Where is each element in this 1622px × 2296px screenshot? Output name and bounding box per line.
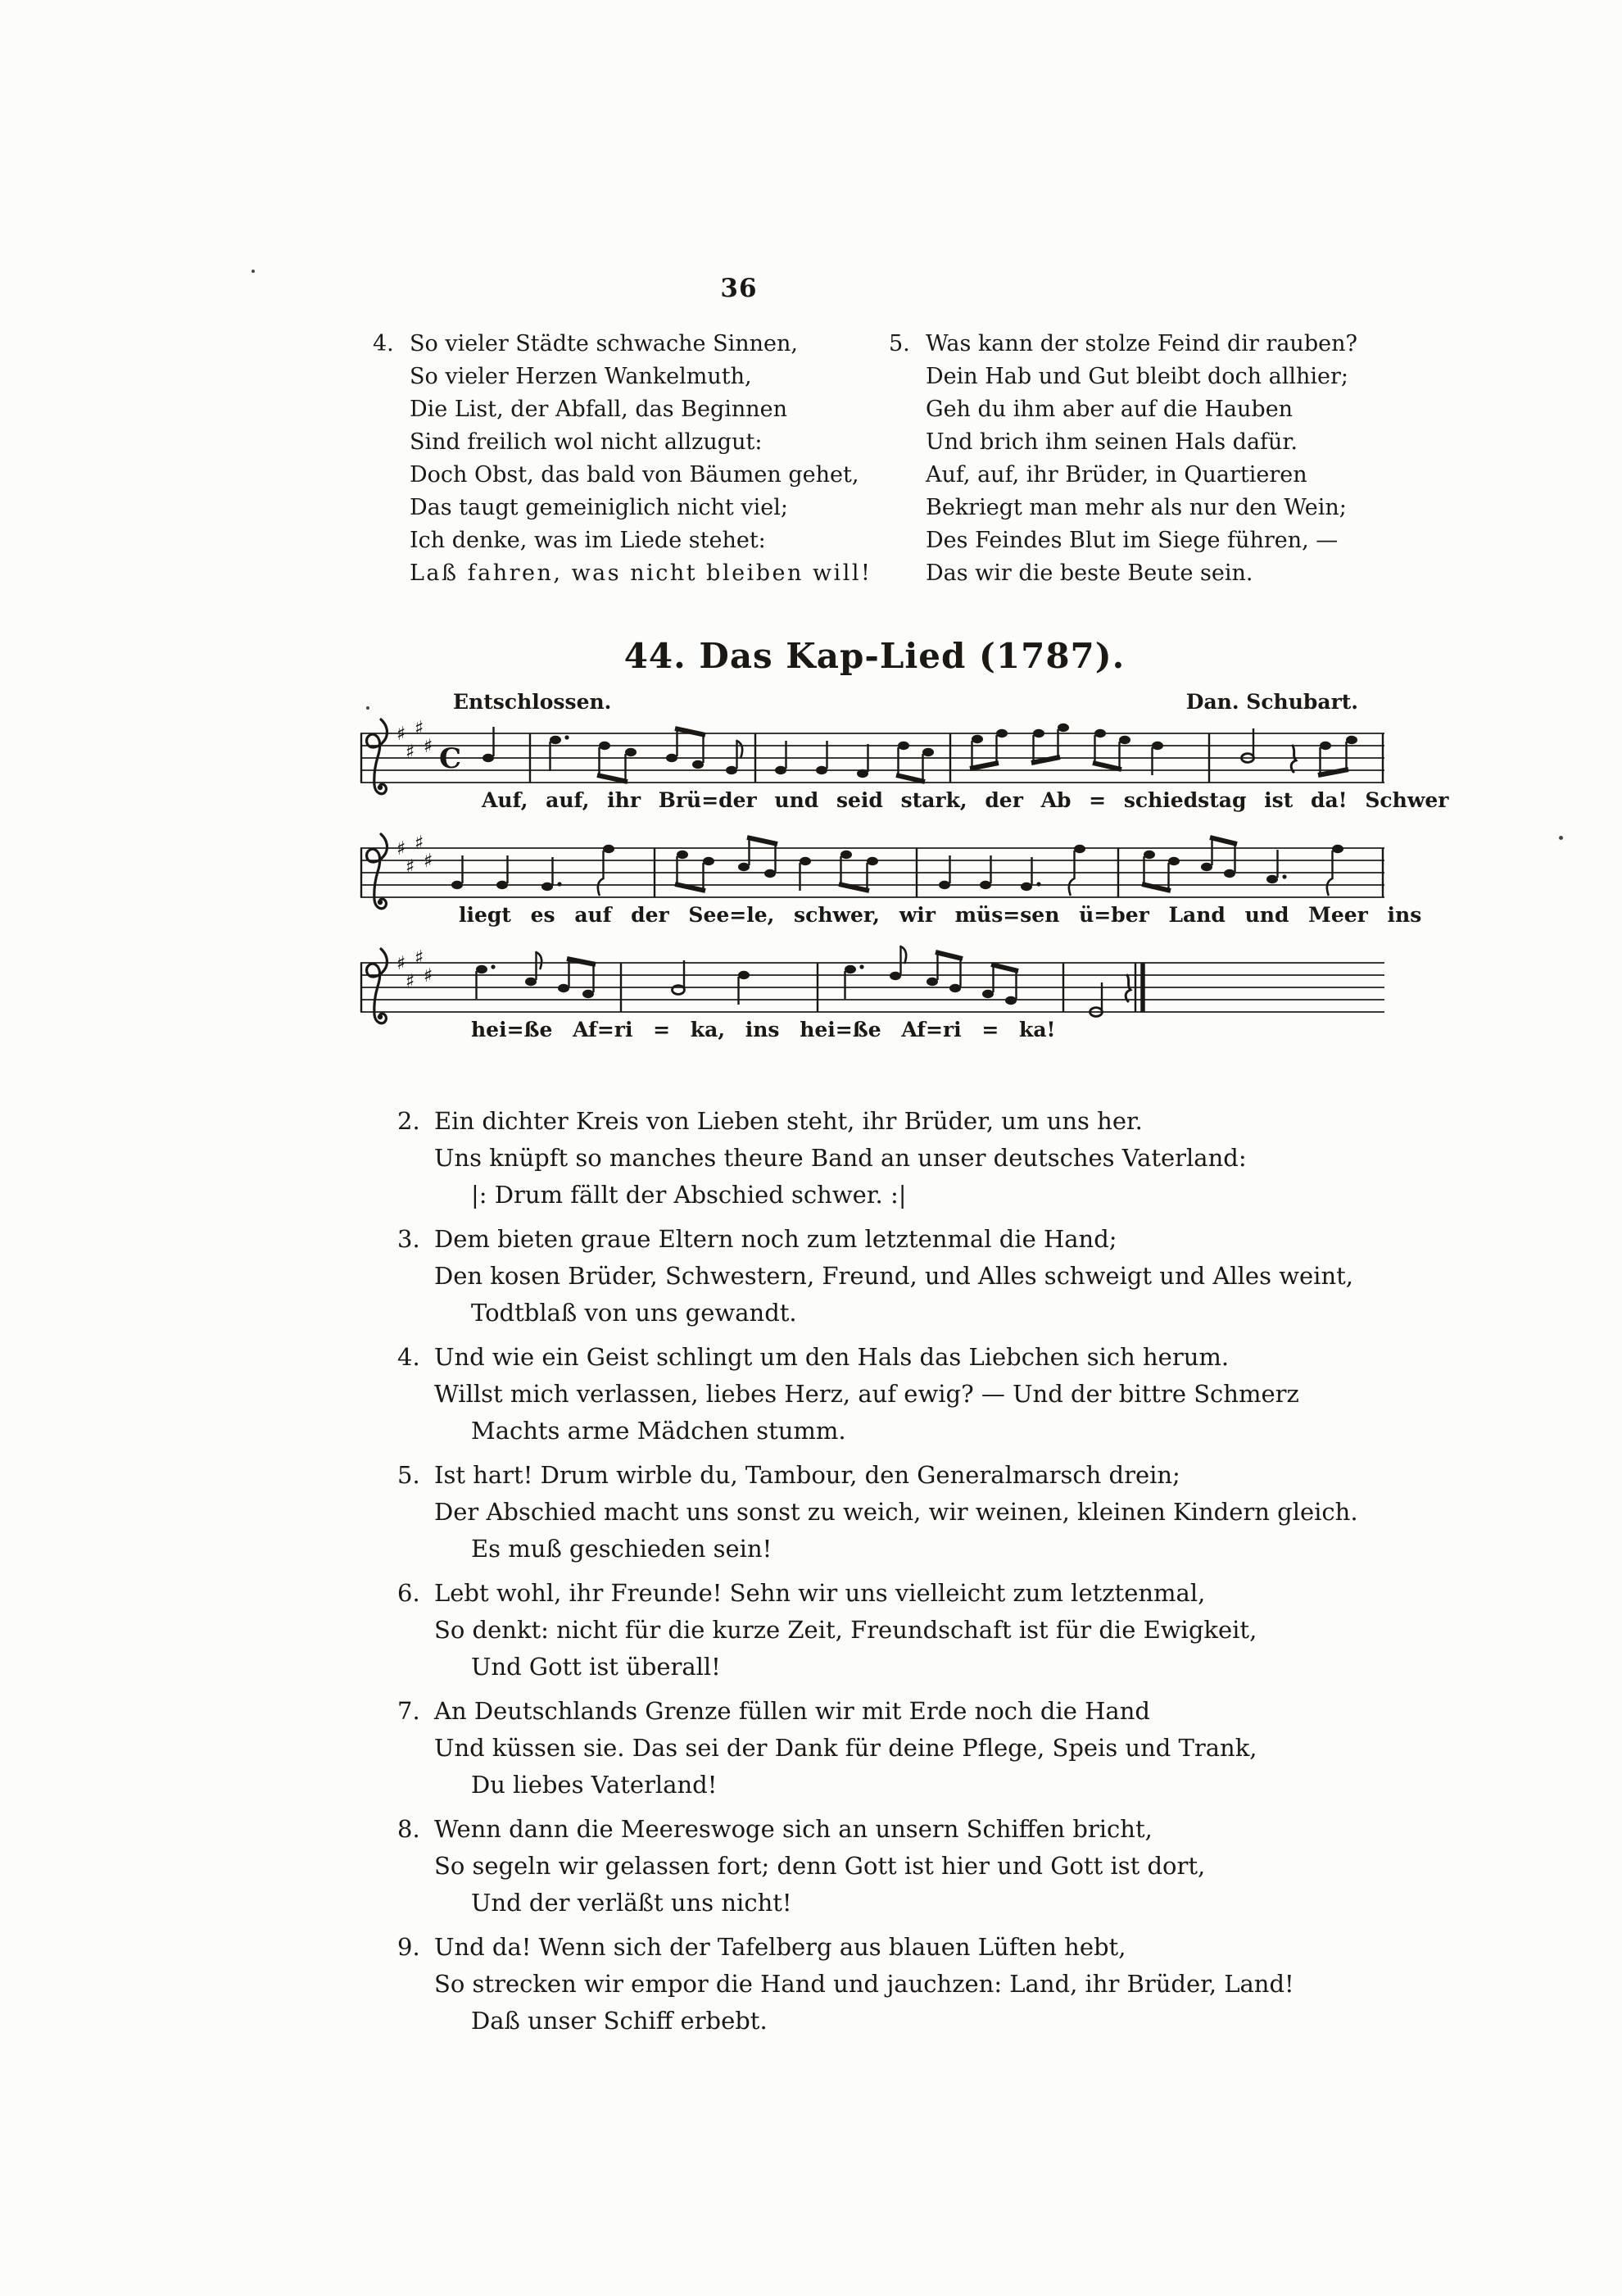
stanza-line-text: So vieler Städte schwache Sinnen, xyxy=(410,331,798,356)
stanza-line: Des Feindes Blut im Siege führen, — xyxy=(926,528,1339,553)
verse-line xyxy=(397,1103,1247,1140)
svg-text:♯: ♯ xyxy=(424,851,433,872)
stanza-line-text: Was kann der stolze Feind dir rauben? xyxy=(926,331,1357,356)
song-title: 44. Das Kap-Lied (1787). xyxy=(623,636,1126,676)
svg-text:♯: ♯ xyxy=(424,965,433,987)
stanza-line: Das wir die beste Beute sein. xyxy=(926,560,1253,586)
verse-4 xyxy=(397,1339,1299,1450)
scan-artifact xyxy=(1559,836,1563,840)
verse-line: So segeln wir gelassen fort; denn Gott ist hier und Gott ist dort, xyxy=(434,1852,1206,1880)
verse-8 xyxy=(397,1811,1205,1922)
tempo-marking: Entschlossen. xyxy=(453,690,612,714)
verse-line xyxy=(397,1811,1205,1848)
quarter-rest xyxy=(1126,975,1130,1001)
svg-text:♯: ♯ xyxy=(396,953,406,974)
verse-line: Und küssen sie. Das sei der Dank für deine Pflege, Speis und Trank, xyxy=(434,1734,1257,1762)
composer-credit: Dan. Schubart. xyxy=(1185,690,1358,714)
svg-text:♯: ♯ xyxy=(415,833,424,854)
verse-line: |: Drum fällt der Abschied schwer. :| xyxy=(471,1181,907,1209)
stanza-line: Ich denke, was im Liede stehet: xyxy=(410,528,766,553)
verse-number: 2. xyxy=(397,1107,420,1135)
verse-line-text: Lebt wohl, ihr Freunde! Sehn wir uns vielleicht zum letztenmal, xyxy=(434,1579,1206,1607)
stanza-line: Das taugt gemeiniglich nicht viel; xyxy=(410,495,788,520)
svg-text:♯: ♯ xyxy=(424,736,433,757)
stanza-line: Bekriegt man mehr als nur den Wein; xyxy=(926,495,1347,520)
verse-line: Daß unser Schiff erbebt. xyxy=(471,2007,768,2035)
verse-number: 6. xyxy=(397,1579,420,1607)
svg-text:♯: ♯ xyxy=(406,856,415,878)
verse-line: Uns knüpft so manches theure Band an unser deutsches Vaterland: xyxy=(434,1144,1247,1172)
verse-number: 3. xyxy=(397,1225,420,1253)
verse-number: 4. xyxy=(397,1343,420,1371)
page-number: 36 xyxy=(720,274,758,303)
time-signature: C xyxy=(439,742,462,775)
verse-line-text: Und da! Wenn sich der Tafelberg aus blauen Lüften hebt, xyxy=(434,1933,1126,1961)
stanza-line: Dein Hab und Gut bleibt doch allhier; xyxy=(926,364,1349,389)
verse-line-text: Wenn dann die Meereswoge sich an unsern Schiffen bricht, xyxy=(434,1815,1153,1843)
staff-lyrics-2: liegt es auf der See=le, schwer, wir müs=sen ü=ber Land und Meer ins xyxy=(459,903,1422,927)
verse-line-text: Ein dichter Kreis von Lieben steht, ihr Brüder, um uns her. xyxy=(434,1107,1143,1135)
verse-line-text: Und wie ein Geist schlingt um den Hals das Liebchen sich herum. xyxy=(434,1343,1230,1371)
verse-number: 7. xyxy=(397,1697,420,1725)
verse-5 xyxy=(397,1457,1358,1568)
stanza-line: Auf, auf, ihr Brüder, in Quartieren xyxy=(926,462,1307,488)
stanza-number: 4. xyxy=(373,331,394,356)
staff-lyrics-1: Auf, auf, ihr Brü=der und seid stark, der Ab = schiedstag ist da! Schwer xyxy=(482,788,1449,812)
stanza-line: So vieler Herzen Wankelmuth, xyxy=(410,364,752,389)
stanza-line: Geh du ihm aber auf die Hauben xyxy=(926,397,1294,422)
verse-line xyxy=(397,1221,1353,1258)
verse-6 xyxy=(397,1575,1257,1686)
verse-line-text: Dem bieten graue Eltern noch zum letztenmal die Hand; xyxy=(434,1225,1117,1253)
verse-line-text: An Deutschlands Grenze füllen wir mit Erde noch die Hand xyxy=(434,1697,1150,1725)
verse-line xyxy=(397,1457,1358,1494)
stanza-line xyxy=(889,328,1357,361)
svg-text:♯: ♯ xyxy=(396,724,406,745)
stanza-5 xyxy=(889,328,1357,590)
verse-line-text: Ist hart! Drum wirble du, Tambour, den Generalmarsch drein; xyxy=(434,1461,1180,1489)
verse-line: Es muß geschieden sein! xyxy=(471,1535,772,1563)
verse-line: So strecken wir empor die Hand und jauchzen: Land, ihr Brüder, Land! xyxy=(434,1970,1294,1998)
svg-text:♯: ♯ xyxy=(415,718,424,739)
verse-line: Der Abschied macht uns sonst zu weich, wir weinen, kleinen Kindern gleich. xyxy=(434,1498,1358,1526)
verse-number: 5. xyxy=(397,1461,420,1489)
stanza-line xyxy=(373,328,872,361)
verse-line: Machts arme Mädchen stumm. xyxy=(471,1417,846,1445)
verse-7 xyxy=(397,1693,1257,1804)
verse-3 xyxy=(397,1221,1353,1332)
staff-lyrics-3: hei=ße Af=ri = ka, ins hei=ße Af=ri = ka! xyxy=(471,1018,1056,1041)
quarter-rest xyxy=(1291,746,1296,772)
stanza-line: Die List, der Abfall, das Beginnen xyxy=(410,397,788,422)
stanza-line: Und brich ihm seinen Hals dafür. xyxy=(926,429,1298,455)
svg-text:♯: ♯ xyxy=(406,742,415,763)
scan-artifact xyxy=(251,270,255,273)
verse-line: Du liebes Vaterland! xyxy=(471,1771,718,1799)
verse-9 xyxy=(397,1929,1294,2040)
verse-line xyxy=(397,1339,1299,1376)
stanza-line: Laß fahren, was nicht bleiben will! xyxy=(410,560,872,586)
stanza-line: Doch Obst, das bald von Bäumen gehet, xyxy=(410,462,859,488)
verse-line: Und Gott ist überall! xyxy=(471,1653,721,1681)
stanza-number: 5. xyxy=(889,331,910,356)
svg-text:♯: ♯ xyxy=(406,971,415,992)
verse-line xyxy=(397,1693,1257,1730)
verse-line: So denkt: nicht für die kurze Zeit, Freundschaft ist für die Ewigkeit, xyxy=(434,1616,1257,1644)
verse-line: Todtblaß von uns gewandt. xyxy=(471,1299,797,1327)
stanza-4 xyxy=(373,328,872,590)
verse-line: Willst mich verlassen, liebes Herz, auf ewig? — Und der bittre Schmerz xyxy=(434,1380,1299,1408)
verse-line: Und der verläßt uns nicht! xyxy=(471,1889,792,1917)
scan-artifact xyxy=(366,706,369,710)
verse-line xyxy=(397,1575,1257,1612)
verse-line xyxy=(397,1929,1294,1966)
verse-line: Den kosen Brüder, Schwestern, Freund, und Alles schweigt und Alles weint, xyxy=(434,1262,1354,1290)
verse-2 xyxy=(397,1103,1247,1214)
verse-number: 9. xyxy=(397,1933,420,1961)
verse-number: 8. xyxy=(397,1815,420,1843)
svg-text:♯: ♯ xyxy=(415,947,424,969)
svg-text:♯: ♯ xyxy=(396,838,406,860)
stanza-line: Sind freilich wol nicht allzugut: xyxy=(410,429,763,455)
